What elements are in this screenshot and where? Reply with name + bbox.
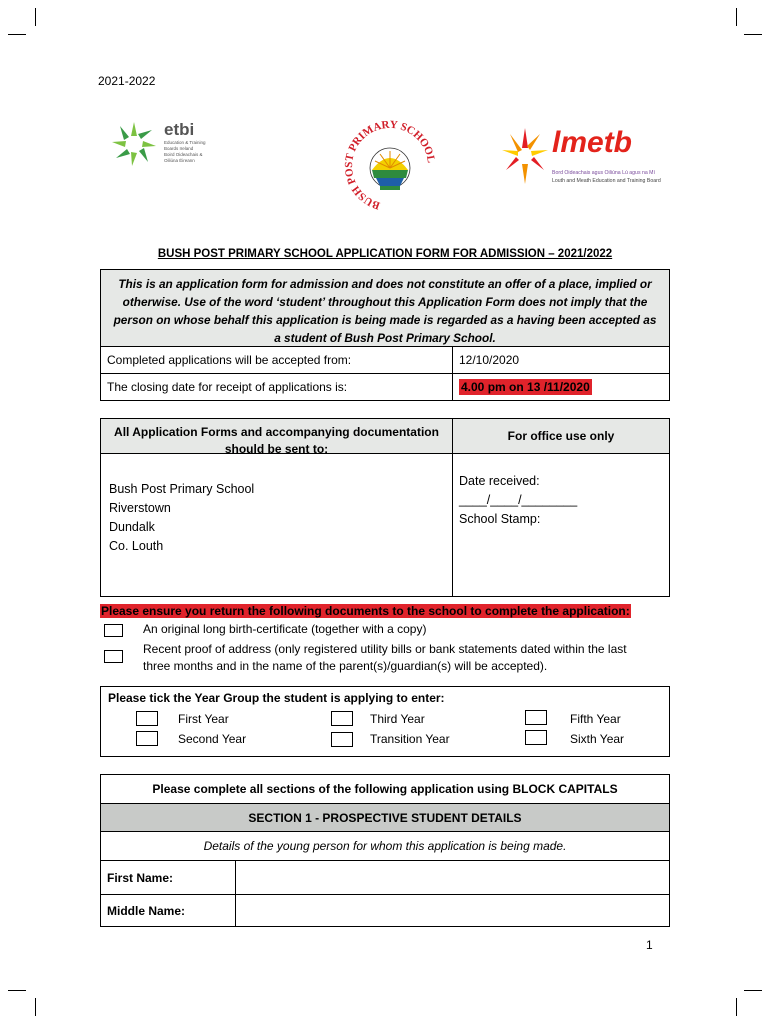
first-name-input[interactable] — [235, 860, 670, 895]
proof-address-line-2: three months and in the name of the parent(s)/guardian(s) will be accepted). — [143, 659, 548, 673]
school-crest — [340, 118, 440, 214]
office-heading: For office use only — [507, 429, 615, 443]
address-line-3: Dundalk — [109, 520, 155, 534]
accepted-from-value — [452, 346, 670, 374]
address-line-4: Co. Louth — [109, 539, 164, 553]
fifth-year-label: Fifth Year — [570, 712, 621, 726]
address-line-1: Bush Post Primary School — [109, 482, 255, 496]
school-crest-emblem — [340, 118, 440, 214]
etbi-tagline-4: Oiliúna Éireann — [164, 158, 195, 163]
address-line-2: Riverstown — [109, 501, 171, 515]
second-year-label: Second Year — [178, 732, 247, 746]
crest-ring-text: BUSH POST PRIMARY SCHOOL — [342, 118, 437, 212]
accepted-from-date: 12/10/2020 — [459, 353, 520, 367]
accepted-from-label — [100, 346, 453, 374]
middle-name-label: Middle Name: — [107, 903, 186, 918]
fifth-year-checkbox[interactable] — [525, 710, 547, 725]
crop-mark — [736, 998, 737, 1016]
closing-label-text: The closing date for receipt of applications is: — [107, 380, 348, 394]
first-year-checkbox[interactable] — [136, 711, 158, 726]
date-received-label: Date received: — [459, 474, 540, 488]
second-year-checkbox[interactable] — [136, 731, 158, 746]
lmetb-logo — [500, 126, 670, 196]
first-name-label: First Name: — [107, 870, 174, 885]
office-heading-cell — [452, 418, 670, 454]
page-number: 1 — [646, 938, 653, 952]
sixth-year-label: Sixth Year — [570, 732, 625, 746]
proof-address-checkbox[interactable] — [104, 650, 123, 663]
documents-notice: Please ensure you return the following documents to the school to complete the application: — [101, 604, 630, 618]
lmetb-name: lmetb — [552, 126, 633, 159]
lmetb-flame-icon — [500, 126, 550, 188]
date-received-blank[interactable]: ____/____/________ — [459, 493, 578, 507]
closing-value — [452, 373, 670, 401]
address-block — [100, 453, 453, 597]
crop-mark — [744, 990, 762, 991]
lmetb-line-1: Bord Oideachais agus Oiliúna Lú agus na Mí — [552, 170, 655, 176]
closing-date: 4.00 pm on 13 /11/2020 — [461, 380, 590, 394]
first-name-label-cell — [100, 860, 236, 895]
send-to-heading: All Application Forms and accompanying documentation should be sent to: — [100, 418, 453, 454]
middle-name-input[interactable] — [235, 894, 670, 927]
middle-name-label-cell — [100, 894, 236, 927]
year-label: 2021-2022 — [98, 74, 156, 88]
block-capitals-text: Please complete all sections of the following application using BLOCK CAPITALS — [152, 782, 618, 796]
crop-mark — [35, 998, 36, 1016]
etbi-swirl-icon — [108, 118, 160, 170]
accepted-from-label-text: Completed applications will be accepted from: — [107, 353, 352, 367]
crop-mark — [744, 34, 762, 35]
crop-mark — [8, 34, 26, 35]
etbi-tagline-2: Boards Ireland — [164, 146, 194, 151]
first-year-label: First Year — [178, 712, 229, 726]
proof-address-line-1: Recent proof of address (only registered utility bills or bank statements dated within the last — [143, 642, 627, 656]
etbi-tagline-3: Boird Oideachais & — [164, 152, 203, 157]
year-group-heading: Please tick the Year Group the student is applying to enter: — [108, 691, 445, 705]
birth-cert-checkbox[interactable] — [104, 624, 123, 637]
section-subtitle-row — [100, 831, 670, 861]
crop-mark — [736, 8, 737, 26]
form-title: BUSH POST PRIMARY SCHOOL APPLICATION FORM FOR ADMISSION – 2021/2022 — [157, 248, 613, 260]
third-year-label: Third Year — [370, 712, 425, 726]
etbi-logo — [108, 118, 238, 170]
sixth-year-checkbox[interactable] — [525, 730, 547, 745]
crop-mark — [35, 8, 36, 26]
etbi-tagline-1: Education & Training — [164, 140, 206, 145]
etbi-name: etbi — [164, 120, 195, 139]
lmetb-line-2: Louth and Meath Education and Training Board — [552, 178, 661, 184]
birth-cert-text: An original long birth-certificate (together with a copy) — [143, 622, 427, 636]
closing-label — [100, 373, 453, 401]
crop-mark — [8, 990, 26, 991]
school-stamp-label: School Stamp: — [459, 512, 541, 526]
transition-year-label: Transition Year — [370, 732, 450, 746]
section-title-bar — [100, 803, 670, 832]
third-year-checkbox[interactable] — [331, 711, 353, 726]
intro-notice: This is an application form for admission and does not constitute an offer of a place, implied or otherwise. Use of the word ‘student’ throughout this Application Form does not imply that the person on whose behalf this application is being made is regarded as a having been accepted as a student of Bush Post Primary School. — [100, 269, 670, 347]
office-block — [452, 453, 670, 597]
block-capitals-instruction — [100, 774, 670, 804]
section-subtitle: Details of the young person for whom this application is being made. — [203, 839, 567, 853]
transition-year-checkbox[interactable] — [331, 732, 353, 747]
section-title: SECTION 1 - PROSPECTIVE STUDENT DETAILS — [248, 810, 522, 825]
